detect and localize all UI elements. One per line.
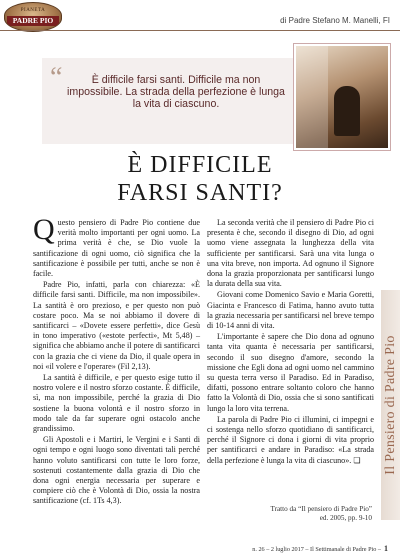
footer-text: n. 26 – 2 luglio 2017 – Il Settimanale di Padre Pio – xyxy=(252,546,381,553)
source-credit xyxy=(252,505,372,523)
paragraph xyxy=(207,415,374,466)
source-line-2: ed. 2005, pp. 9-10 xyxy=(319,514,372,522)
page-number: 1 xyxy=(384,544,388,553)
paragraph xyxy=(33,213,200,279)
paragraph: Gli Apostoli e i Martiri, le Vergini e i Santi di ogni tempo e ogni luogo sono diventati tali perché hanno voluto santificarsi con tutte le loro forze, sostenuti costantemente dalla grazia di Dio che dona ogni energia necessaria per superare e compiere ciò che è Volontà di Dio, ossia la nostra santificazione (cf. 1Ts 4,3). xyxy=(33,435,200,506)
photo-wall xyxy=(296,46,328,150)
photo-figure xyxy=(334,86,360,136)
pull-quote: È difficile farsi santi. Difficile ma non impossibile. La strada della perfezione è lunga la vita di ciascuno. xyxy=(67,74,285,110)
paragraph: Padre Pio, infatti, parla con chiarezza: «È difficile farsi santi. Difficile, ma non impossibile». La santità è oro prezioso, e per questo non può costare poco. Ma se noi abbiamo il dovere di santificarci – «Dovete essere perfetti», dice Gesù in tono imperativo («estote perfecti», Mt 5,48) – significa che abbiamo anche il potere di santificarci con la grazia che ci viene da Dio, il quale opera in noi «il volere e l'operare» (Fil 2,13). xyxy=(33,280,200,371)
paragraph: La santità è difficile, e per questo esige tutto il nostro volere e il nostro sforzo costante. È difficile, sì, ma non impossibile, perché la grazia di Dio sostiene la buona volontà e il nostro sforzo in modo tale da far superare ogni ostacolo anche grandissimo. xyxy=(33,373,200,434)
logo-top-text: PIANETA xyxy=(20,8,46,13)
end-mark-icon: ❏ xyxy=(353,455,361,465)
paragraph: La seconda verità che il pensiero di Padre Pio ci presenta è che, secondo il disegno di Dio, ad ogni uomo viene assegnata la lunghezza della vita sufficiente per santificarsi. Sarà una vita lunga o una vita breve, non importa. Ad ognuno il Signore dona la grazia proporzionata per santificarsi lungo la durata della sua vita. xyxy=(207,218,374,289)
column-right xyxy=(207,218,374,467)
source-line-1: Tratto da “Il pensiero di Padre Pio” xyxy=(270,505,372,513)
magazine-logo xyxy=(4,2,62,32)
header-rule xyxy=(0,30,400,31)
author-byline: di Padre Stefano M. Manelli, FI xyxy=(280,16,390,25)
logo-band-text: PADRE PIO xyxy=(7,16,59,26)
side-banner-text: Il Pensiero di Padre Pio xyxy=(383,335,398,475)
drop-cap: Q xyxy=(33,213,55,246)
paragraph: L'importante è sapere che Dio dona ad ognuno tanta vita quanta è necessaria per santificarsi, secondo il suo disegno d'amore, secondo la missione che Egli dona ad ogni uomo nel cammino su questa terra verso il Paradiso. Ed in Paradiso, difatti, possono entrare soltanto coloro che hanno fatto la Volontà di Dio, ossia che si sono santificati lungo la loro vita terrena. xyxy=(207,332,374,413)
article-title-line1: È DIFFICILE xyxy=(127,152,273,178)
article-title-line2: FARSI SANTI? xyxy=(117,180,283,206)
paragraph-text: La parola di Padre Pio ci illumini, ci impegni e ci sostenga nello sforzo quotidiano di santificarci, perché il Signore ci dona i giorni di vita proprio per santificarci e andare in Paradiso: «La strada della perfezione è lunga la vita di ciascuno». xyxy=(207,414,374,465)
padre-pio-photo xyxy=(294,44,390,150)
paragraph: Giovani come Domenico Savio e Maria Goretti, Giacinta e Francesco di Fatima, hanno avuto tutta la grazia necessaria per santificarsi nel breve tempo di 10-14 anni di vita. xyxy=(207,290,374,331)
column-left xyxy=(33,213,200,508)
paragraph-text: uesto pensiero di Padre Pio contiene due verità molto importanti per ogni uomo. La prima verità è che, se Dio vuole la santificazione di ogni uomo, ciò significa che la santificazione è possibile per tutti, anche se non è facile. xyxy=(33,218,200,279)
quote-mark-icon: “ xyxy=(50,62,63,93)
page-footer xyxy=(252,544,388,553)
